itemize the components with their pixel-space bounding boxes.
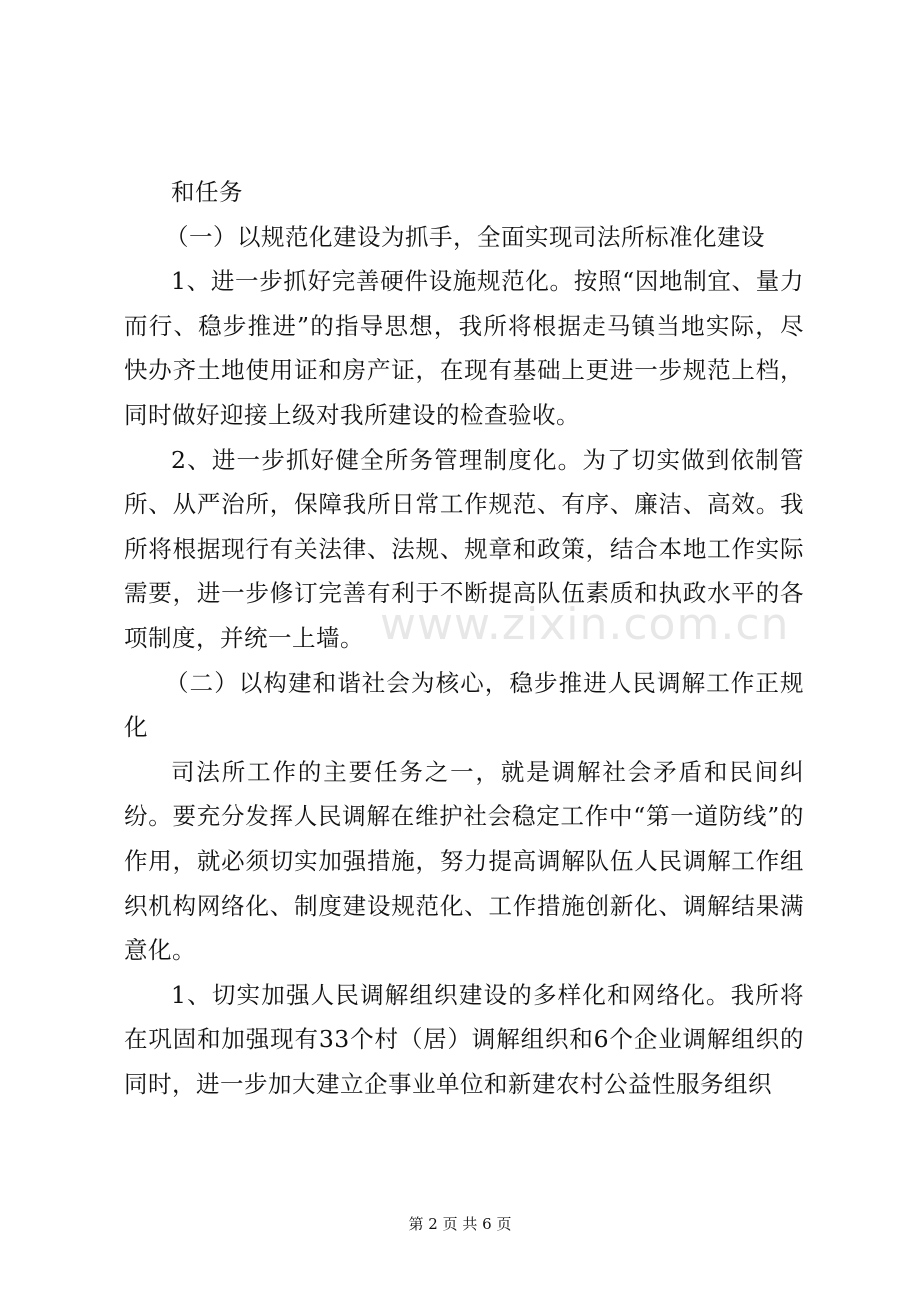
document-body xyxy=(124,170,804,1106)
paragraph-hardware: 1、进一步抓好完善硬件设施规范化。按照“因地制宜、量力而行、稳步推进”的指导思想，我所将根据走马镇当地实际，尽快办齐土地使用证和房产证，在现有基础上更进一步规范上档，同时做好迎接上级对我所建设的检查验收。 xyxy=(124,267,804,429)
paragraph-mediation-organization: 1、切实加强人民调解组织建设的多样化和网络化。我所将在巩固和加强现有33个村（居）调解组织和6个企业调解组织的同时，进一步加大建立企事业单位和新建农村公益性服务组织 xyxy=(124,980,804,1098)
section-heading-2: （二）以构建和谐社会为核心，稳步推进人民调解工作正规化 xyxy=(124,668,804,742)
paragraph-management: 2、进一步抓好健全所务管理制度化。为了切实做到依制管所、从严治所，保障我所日常工作规范、有序、廉洁、高效。我所将根据现行有关法律、法规、规章和政策，结合本地工作实际需要，进一步修订完善有利于不断提高队伍素质和执政水平的各项制度，并统一上墙。 xyxy=(124,445,804,652)
page-footer: 第 2 页 共 6 页 xyxy=(408,1215,512,1233)
paragraph-heading-continuation: 和任务 xyxy=(171,178,243,206)
watermark: www.zixin.com.cn xyxy=(380,599,790,650)
section-heading-1: （一）以规范化建设为抓手，全面实现司法所标准化建设 xyxy=(165,222,765,251)
paragraph-mediation-tasks: 司法所工作的主要任务之一，就是调解社会矛盾和民间纠纷。要充分发挥人民调解在维护社会稳定工作中“第一道防线”的作用，就必须切实加强措施，努力提高调解队伍人民调解工作组织机构网络化、制度建设规范化、工作措施创新化、调解结果满意化。 xyxy=(124,757,804,965)
